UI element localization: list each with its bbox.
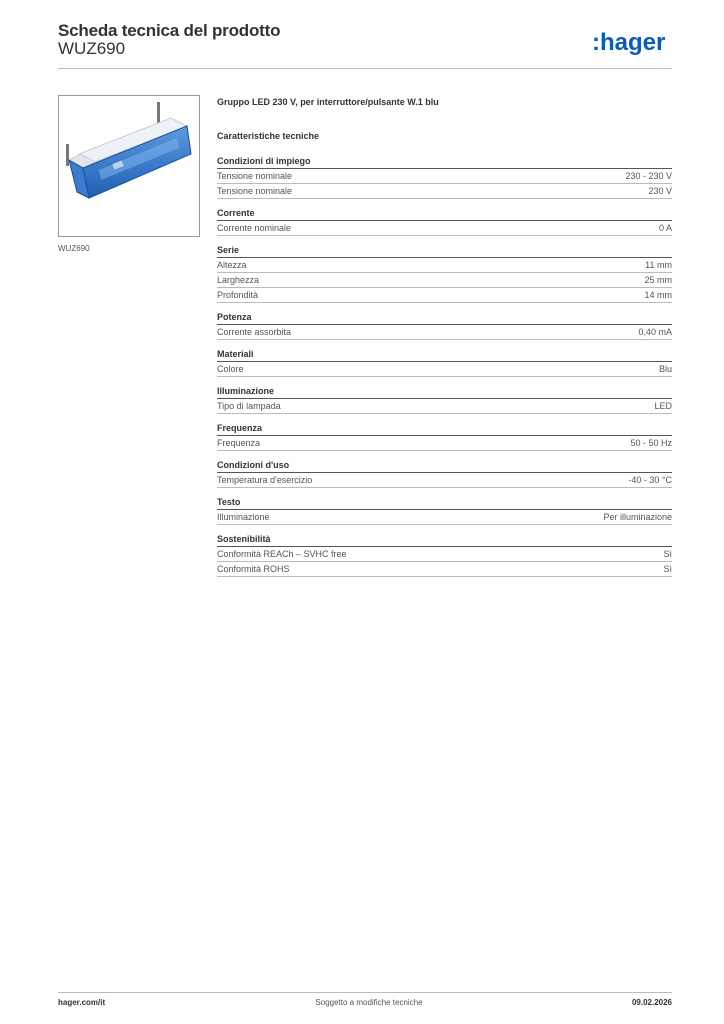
- spec-value: Sì: [663, 564, 672, 574]
- spec-value: Blu: [658, 364, 672, 374]
- spec-group-title: Materiali: [217, 347, 672, 362]
- header-divider: [58, 68, 672, 69]
- product-image: [58, 95, 200, 237]
- spec-group: [217, 206, 672, 236]
- footer-website[interactable]: hager.com/it: [58, 998, 106, 1007]
- spec-value: 0,40 mA: [638, 327, 672, 337]
- spec-label: Tensione nominale: [217, 171, 293, 181]
- spec-group: [217, 310, 672, 340]
- image-caption: WUZ690: [58, 244, 90, 253]
- spec-group-title: Serie: [217, 243, 672, 258]
- spec-group: [217, 495, 672, 525]
- spec-value: Sì: [663, 549, 672, 559]
- spec-row: [217, 436, 672, 451]
- spec-label: Conformità REACh – SVHC free: [217, 549, 347, 559]
- spec-label: Temperatura d'esercizio: [217, 475, 313, 485]
- spec-label: Tipo di lampada: [217, 401, 281, 411]
- spec-groups: [217, 154, 672, 577]
- spec-row: [217, 221, 672, 236]
- spec-group: [217, 384, 672, 414]
- spec-section: [217, 95, 672, 584]
- spec-value: 230 V: [648, 186, 672, 196]
- spec-group-title: Sostenibilità: [217, 532, 672, 547]
- spec-group: [217, 154, 672, 199]
- spec-row: [217, 473, 672, 488]
- spec-group: [217, 421, 672, 451]
- product-description: Gruppo LED 230 V, per interruttore/pulsante W.1 blu: [217, 97, 439, 107]
- spec-label: Corrente assorbita: [217, 327, 292, 337]
- spec-value: 25 mm: [644, 275, 672, 285]
- spec-row: [217, 258, 672, 273]
- spec-group-title: Testo: [217, 495, 672, 510]
- spec-value: 230 - 230 V: [625, 171, 672, 181]
- spec-value: 11 mm: [645, 260, 672, 270]
- svg-text::hager: :hager: [592, 29, 666, 56]
- spec-group-title: Condizioni d'uso: [217, 458, 672, 473]
- footer-note: Soggetto a modifiche tecniche: [315, 998, 423, 1007]
- spec-group-title: Frequenza: [217, 421, 672, 436]
- characteristics-title: Caratteristiche tecniche: [217, 131, 320, 141]
- spec-group: [217, 243, 672, 303]
- spec-row: [217, 273, 672, 288]
- spec-group-title: Illuminazione: [217, 384, 672, 399]
- spec-group-title: Potenza: [217, 310, 672, 325]
- spec-group-title: Corrente: [217, 206, 672, 221]
- spec-value: 0 A: [658, 223, 672, 233]
- spec-label: Altezza: [217, 260, 247, 270]
- footer-date: 09.02.2026: [631, 998, 672, 1007]
- spec-label: Frequenza: [217, 438, 261, 448]
- spec-row: [217, 362, 672, 377]
- spec-value: 50 - 50 Hz: [630, 438, 672, 448]
- spec-row: [217, 562, 672, 577]
- spec-label: Profondità: [217, 290, 259, 300]
- spec-value: Per illuminazione: [603, 512, 672, 522]
- spec-row: [217, 169, 672, 184]
- spec-value: -40 - 30 °C: [628, 475, 672, 485]
- page-title: Scheda tecnica del prodotto: [58, 21, 281, 40]
- spec-group: [217, 458, 672, 488]
- spec-label: Corrente nominale: [217, 223, 292, 233]
- spec-label: Colore: [217, 364, 244, 374]
- spec-row: [217, 325, 672, 340]
- spec-row: [217, 547, 672, 562]
- spec-label: Larghezza: [217, 275, 260, 285]
- spec-row: [217, 510, 672, 525]
- spec-group: [217, 532, 672, 577]
- spec-label: Tensione nominale: [217, 186, 293, 196]
- spec-row: [217, 399, 672, 414]
- spec-value: LED: [654, 401, 672, 411]
- spec-value: 14 mm: [644, 290, 672, 300]
- spec-group-title: Condizioni di impiego: [217, 154, 672, 169]
- spec-row: [217, 288, 672, 303]
- product-code: WUZ690: [58, 39, 126, 58]
- hager-logo: [592, 28, 676, 56]
- spec-label: Conformità ROHS: [217, 564, 290, 574]
- spec-label: Illuminazione: [217, 512, 270, 522]
- spec-row: [217, 184, 672, 199]
- spec-group: [217, 347, 672, 377]
- footer-divider: [58, 992, 672, 993]
